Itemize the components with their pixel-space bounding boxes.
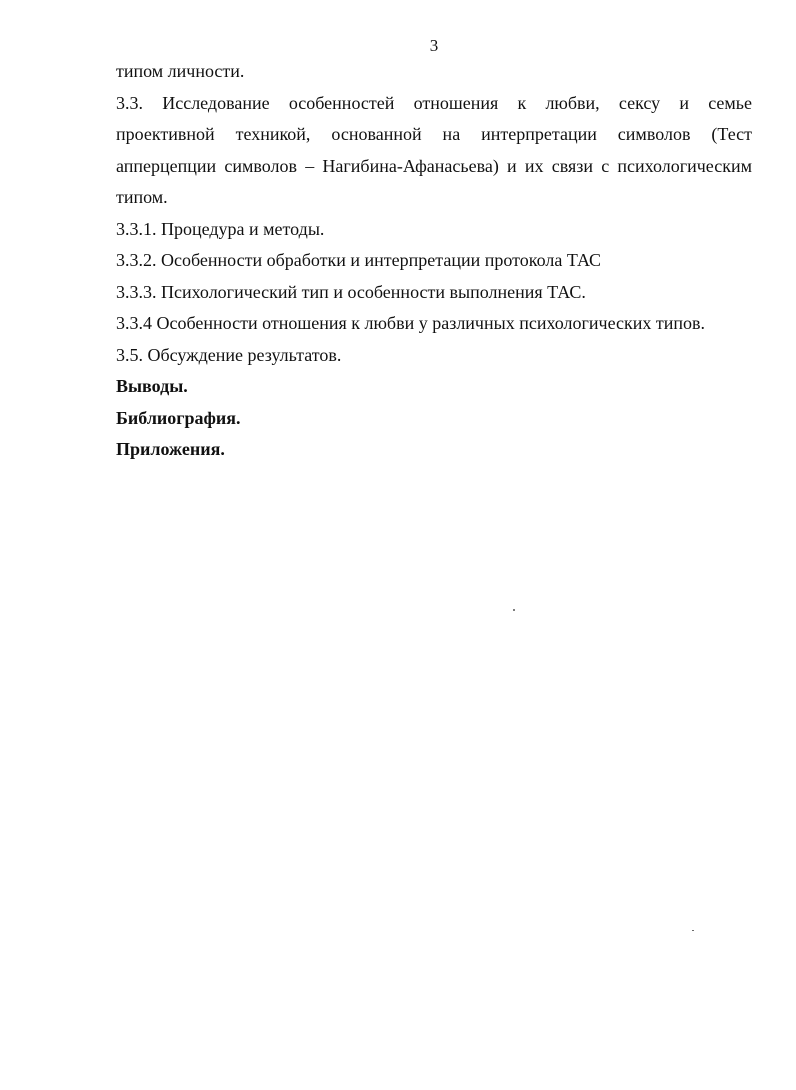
toc-continuation-line: типом личности.	[116, 61, 245, 81]
toc-appendices: Приложения.	[116, 439, 225, 459]
toc-bibliography: Библиография.	[116, 407, 241, 428]
scan-speck	[513, 609, 515, 611]
toc-item-3-5: 3.5. Обсуждение результатов.	[116, 344, 342, 365]
toc-item-3-3-3: 3.3.3. Психологический тип и особенности выполнения ТАС.	[116, 281, 586, 302]
toc-item-3-3-4: 3.3.4 Особенности отношения к любви у различных психологических типов.	[116, 313, 706, 333]
toc-item-3-3-1: 3.3.1. Процедура и методы.	[116, 218, 325, 239]
toc-conclusions: Выводы.	[116, 376, 188, 396]
scan-speck	[692, 930, 694, 931]
toc-item-3-3-line-4: типом.	[116, 187, 168, 207]
toc-item-3-3-line-1: 3.3. Исследование особенностей отношения к любви, сексу и семье	[116, 92, 752, 113]
toc-item-3-3-line-2: проективной техникой, основанной на интерпретации символов (Тест	[116, 124, 752, 144]
toc-item-3-3-2: 3.3.2. Особенности обработки и интерпретации протокола ТАС	[116, 250, 602, 270]
toc-item-3-3	[116, 88, 752, 214]
table-of-contents	[116, 56, 752, 466]
page-number: 3	[429, 36, 439, 55]
toc-item-3-3-line-3: апперцепции символов – Нагибина-Афанасьева) и их связи с психологическим	[116, 155, 752, 176]
